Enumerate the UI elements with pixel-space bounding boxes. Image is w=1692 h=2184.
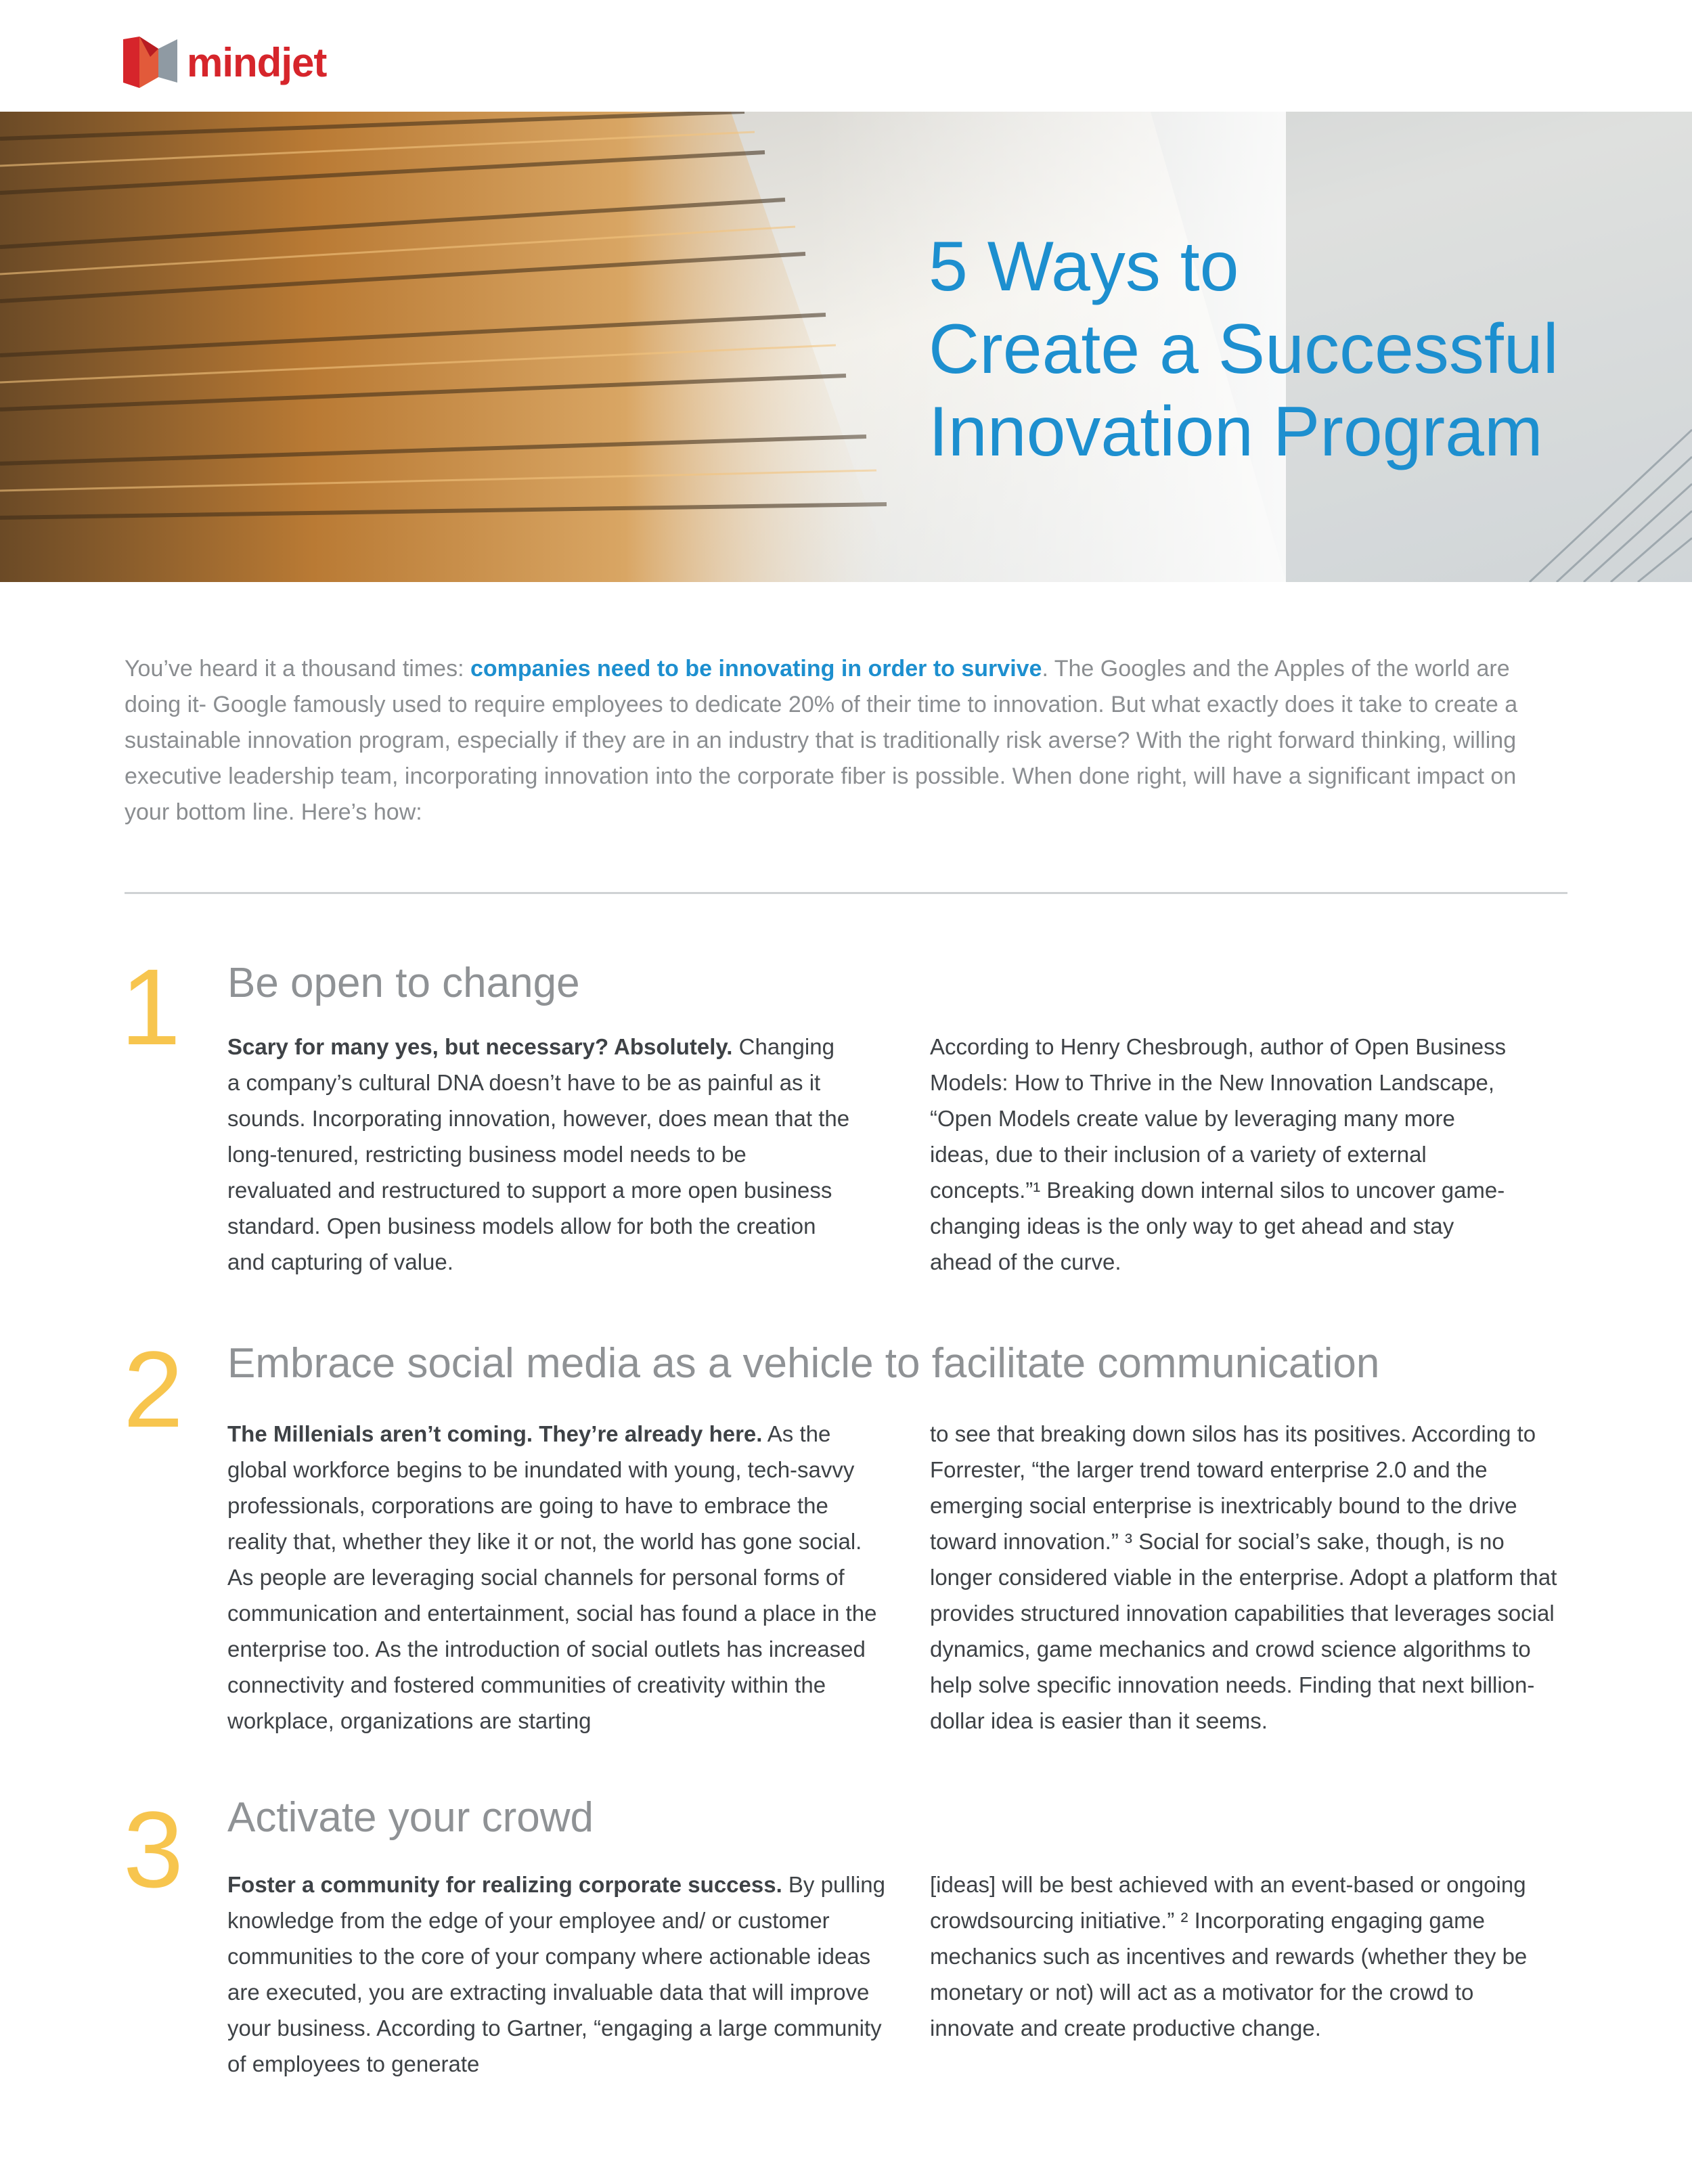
title-line: 5 Ways to (929, 227, 1239, 306)
step-number: 2 (123, 1329, 183, 1450)
step-title: Activate your crowd (227, 1794, 594, 1841)
step-title: Be open to change (227, 960, 580, 1006)
intro-paragraph (125, 651, 1559, 830)
title-line: Create a Successful (929, 310, 1559, 388)
step-right-column: According to Henry Chesbrough, author of Open Business Models: How to Thrive in the New Innovation Landscape, “Open Models create value by leveraging many more ideas, due to their inclusion of a variety of external concepts.”¹ Breaking down internal silos to uncover game-changing ideas is the only way to get ahead and stay ahead of the curve. (930, 1034, 1507, 1274)
step-lead: Scary for many yes, but necessary? Absolutely. (227, 1034, 733, 1059)
step-body: By pulling knowledge from the edge of your employee and/ or customer communities to the core of your company where actionable ideas are executed, you are extracting invaluable data that will improve your business. According to Gartner, “engaging a large community of employees to generate (227, 1872, 886, 2076)
step-number: 3 (123, 1789, 183, 1910)
title-line: Innovation Program (929, 393, 1543, 471)
intro-prefix: You’ve heard it a thousand times: (125, 656, 470, 682)
intro-body: . The Googles and the Apples of the world are doing it- Google famously used to require employees to dedicate 20% of their time to innovation. But what exactly does it take to create a sustainable innovation program, especially if they are in an industry that is traditionally risk averse? With the right forward thinking, willing executive leadership team, incorporating innovation into the corporate fiber is possible. When done right, will have a significant impact on your bottom line. Here’s how: (125, 656, 1518, 825)
step-left-column (227, 1416, 891, 1739)
section-divider (125, 892, 1567, 894)
intro-highlight: companies need to be innovating in order to survive (470, 656, 1042, 682)
step-number: 1 (120, 946, 181, 1067)
step-lead: The Millenials aren’t coming. They’re already here. (227, 1421, 763, 1446)
step-lead: Foster a community for realizing corporate success. (227, 1872, 782, 1897)
step-right-column: [ideas] will be best achieved with an event-based or ongoing crowdsourcing initiative.” ² Incorporating engaging game mechanics such as incentives and rewards (whether they be monetary or not) will act as a motivator for the crowd to innovate and create productive change. (930, 1872, 1528, 2041)
mindjet-logo-icon (123, 37, 177, 88)
brand-name: mindjet (187, 39, 327, 85)
brand-logo (123, 35, 326, 89)
step-body: As the global workforce begins to be inundated with young, tech-savvy professionals, corporations are going to have to embrace the reality that, whether they like it or not, the world has gone social. As people are leveraging social channels for personal forms of communication and entertainment, social has found a place in the enterprise too. As the introduction of social outlets has increased connectivity and fostered communities of creativity within the workplace, organizations are starting (227, 1421, 877, 1733)
step-right-column: to see that breaking down silos has its positives. According to Forrester, “the larger trend toward enterprise 2.0 and the emerging social enterprise is inextricably bound to the drive toward innovation.” ³ Social for social’s sake, though, is no longer considered viable in the enterprise. Adopt a platform that provides structured innovation capabilities that leverages social dynamics, game mechanics and crowd science algorithms to help solve specific innovation needs. Finding that next billion-dollar idea is easier than it seems. (930, 1421, 1557, 1733)
hero-banner (0, 112, 1692, 582)
step-left-column (227, 1867, 891, 2082)
step-body: Changing a company’s cultural DNA doesn’t have to be as painful as it sounds. Incorporating innovation, however, does mean that the long-tenured, restricting business model needs to be revaluated and restructured to support a more open business standard. Open business models allow for both the creation and capturing of value. (227, 1034, 850, 1274)
page-title (929, 225, 1559, 473)
step-title: Embrace social media as a vehicle to facilitate communication (227, 1340, 1380, 1387)
step-left-column (227, 1029, 850, 1280)
